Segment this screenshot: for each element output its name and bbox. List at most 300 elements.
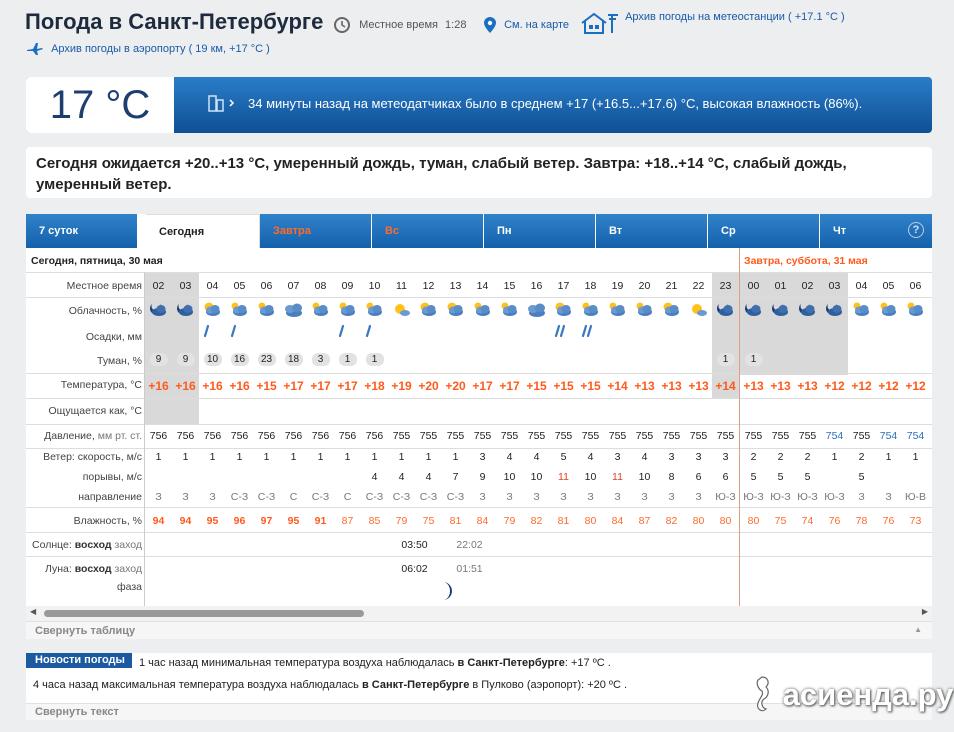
hour-cell: 06 <box>909 280 922 292</box>
news-line-1 <box>139 657 611 669</box>
row-divider <box>26 398 932 399</box>
news-line-2-value: в Пулково (аэропорт): +20 ºС . <box>472 679 628 691</box>
hour-cell: 20 <box>638 280 651 292</box>
wind-speed-cell: 2 <box>750 451 757 463</box>
wind-speed-cell: 1 <box>344 451 351 463</box>
row-label-cloud: Облачность, % <box>68 305 142 317</box>
wind-speed-cell: 3 <box>722 451 729 463</box>
fog-value: 9 <box>150 353 168 366</box>
humidity-cell: 79 <box>503 515 516 527</box>
temperature-cell: +13 <box>797 379 818 393</box>
row-divider <box>26 507 932 508</box>
cloud-icon <box>769 300 791 318</box>
current-temperature: 17 °C <box>26 77 174 133</box>
wind-direction-cell: С-З <box>419 491 438 503</box>
cloud-icon <box>336 300 358 318</box>
temperature-cell: +13 <box>634 379 655 393</box>
pressure-cell: 755 <box>635 430 654 442</box>
page-title: Погода в Санкт-Петербурге <box>25 9 324 34</box>
map-pin-icon <box>484 17 496 33</box>
wind-direction-cell: З <box>155 491 162 503</box>
pressure-cell: 756 <box>284 430 303 442</box>
fog-cell <box>740 353 767 366</box>
cloud-icon <box>904 300 926 318</box>
fog-value: 16 <box>231 353 249 366</box>
row-label-temp: Температура, °C <box>60 379 142 391</box>
pressure-cell: 755 <box>446 430 465 442</box>
fog-cell <box>172 353 199 366</box>
humidity-cell: 84 <box>611 515 624 527</box>
humidity-cell: 73 <box>909 515 922 527</box>
wind-gust-cell: 6 <box>722 471 729 483</box>
hour-cell: 06 <box>260 280 273 292</box>
pressure-cell: 756 <box>257 430 276 442</box>
pressure-cell: 756 <box>203 430 222 442</box>
fog-value: 10 <box>204 353 222 366</box>
pressure-cell: 755 <box>744 430 763 442</box>
wind-speed-cell: 3 <box>614 451 621 463</box>
news-line-1-city: в Санкт-Петербурге <box>457 657 565 669</box>
cloud-icon <box>714 300 736 318</box>
station-archive-label[interactable]: Архив погоды на метеостанции ( +17.1 °C ) <box>625 11 845 23</box>
pressure-cell: 756 <box>176 430 195 442</box>
pressure-cell: 755 <box>852 430 871 442</box>
temperature-cell: +16 <box>148 379 169 393</box>
fog-cell <box>712 353 739 366</box>
humidity-cell: 85 <box>368 515 381 527</box>
wind-speed-cell: 3 <box>668 451 675 463</box>
local-time-label: Местное время <box>359 18 438 31</box>
pressure-cell: 755 <box>554 430 573 442</box>
cloud-icon <box>471 300 493 318</box>
temperature-cell: +13 <box>688 379 709 393</box>
humidity-cell: 76 <box>828 515 841 527</box>
hour-cell: 04 <box>855 280 868 292</box>
moon-label: Луна: <box>44 563 72 575</box>
pressure-cell: 755 <box>581 430 600 442</box>
wind-direction-cell: С-З <box>257 491 276 503</box>
hour-cell: 00 <box>747 280 760 292</box>
row-divider <box>26 448 932 449</box>
cloud-icon <box>606 300 628 318</box>
wind-direction-cell: З <box>885 491 892 503</box>
fog-value: 3 <box>312 353 330 366</box>
wind-gust-cell: 9 <box>479 471 486 483</box>
day-label-today: Сегодня, пятница, 30 мая <box>31 255 163 267</box>
news-badge: Новости погоды <box>26 653 132 668</box>
collapse-table-link[interactable] <box>26 621 932 639</box>
temperature-cell: +13 <box>661 379 682 393</box>
cloud-icon <box>823 300 845 318</box>
humidity-cell: 94 <box>179 515 192 527</box>
wind-direction-cell: З <box>614 491 621 503</box>
wind-speed-cell: 1 <box>912 451 919 463</box>
temperature-cell: +17 <box>499 379 520 393</box>
humidity-cell: 79 <box>395 515 408 527</box>
cloud-icon <box>174 300 196 318</box>
wind-gust-cell: 5 <box>750 471 757 483</box>
humidity-cell: 95 <box>287 515 300 527</box>
cloud-icon <box>228 300 250 318</box>
row-label-fog: Туман, % <box>97 355 142 367</box>
wind-direction-cell: С-З <box>446 491 465 503</box>
rain-drop-icon <box>229 324 245 338</box>
cloud-icon <box>444 300 466 318</box>
temperature-cell: +19 <box>391 379 412 393</box>
pressure-cell: 754 <box>906 430 925 442</box>
row-label-direction: направление <box>78 491 142 503</box>
cloud-icon <box>796 300 818 318</box>
wind-gust-cell: 6 <box>695 471 702 483</box>
temperature-cell: +12 <box>905 379 926 393</box>
humidity-cell: 75 <box>422 515 435 527</box>
pressure-cell: 755 <box>798 430 817 442</box>
pressure-cell: 756 <box>365 430 384 442</box>
tab-tuesday[interactable]: Вт <box>596 214 708 248</box>
hour-cell: 14 <box>476 280 489 292</box>
news-line-1-value: : +17 ºС . <box>564 657 611 669</box>
wind-direction-cell: З <box>641 491 648 503</box>
fog-cell <box>145 353 172 366</box>
tab-sunday[interactable]: Вс <box>372 214 484 248</box>
humidity-cell: 75 <box>774 515 787 527</box>
fog-value: 1 <box>366 353 384 366</box>
airplane-icon <box>26 42 44 56</box>
cloud-icon <box>687 300 709 318</box>
row-label-pressure <box>26 430 142 442</box>
tab-thursday[interactable]: Чт <box>820 214 932 248</box>
wind-gust-cell: 10 <box>503 471 516 483</box>
temperature-cell: +15 <box>256 379 277 393</box>
collapse-table-label[interactable]: Свернуть таблицу <box>35 625 136 637</box>
forecast-table <box>26 248 932 606</box>
humidity-cell: 80 <box>747 515 760 527</box>
current-conditions-text: 34 минуты назад на метеодатчиках было в среднем +17 (+16.5...+17.6) °C, высокая влажность (86%). <box>248 96 863 111</box>
pressure-cell: 754 <box>825 430 844 442</box>
pressure-cell: 755 <box>716 430 735 442</box>
wind-speed-cell: 4 <box>533 451 540 463</box>
temperature-cell: +14 <box>715 379 736 393</box>
wind-speed-cell: 4 <box>506 451 513 463</box>
watermark-seahorse-icon <box>750 675 774 715</box>
cloud-icon <box>255 300 277 318</box>
fog-value: 23 <box>258 353 276 366</box>
hour-cell: 17 <box>557 280 570 292</box>
hour-cell: 01 <box>774 280 787 292</box>
fog-value: 18 <box>285 353 303 366</box>
hour-cell: 03 <box>179 280 192 292</box>
help-icon[interactable]: ? <box>908 222 924 238</box>
news-line-1-text: 1 час назад минимальная температура воздуха наблюдалась <box>139 657 455 669</box>
temperature-cell: +13 <box>743 379 764 393</box>
fog-value: 1 <box>745 353 763 366</box>
wind-direction-cell: Ю-З <box>770 491 791 503</box>
wind-direction-cell: З <box>858 491 865 503</box>
hour-cell: 05 <box>882 280 895 292</box>
hour-cell: 04 <box>206 280 219 292</box>
wind-gust-cell: 10 <box>530 471 543 483</box>
humidity-cell: 76 <box>882 515 895 527</box>
wind-gust-cell: 4 <box>425 471 432 483</box>
pressure-cell: 755 <box>527 430 546 442</box>
wind-direction-cell: С-З <box>230 491 249 503</box>
wind-direction-cell: З <box>209 491 216 503</box>
fog-cell <box>280 353 307 366</box>
day-label-tomorrow: Завтра, суббота, 31 мая <box>744 255 868 267</box>
airport-archive-label[interactable]: Архив погоды в аэропорту ( 19 км, +17 °C ) <box>51 42 270 55</box>
temperature-cell: +17 <box>310 379 331 393</box>
wind-gust-cell: 7 <box>452 471 459 483</box>
cloud-icon <box>633 300 655 318</box>
sun-label: Солнце: <box>32 539 72 551</box>
tab-wednesday[interactable]: Ср <box>708 214 820 248</box>
cloud-icon <box>498 300 520 318</box>
wind-speed-cell: 4 <box>587 451 594 463</box>
hour-cell: 22 <box>692 280 705 292</box>
cloud-icon <box>201 300 223 318</box>
news-line-2 <box>33 679 627 691</box>
wind-direction-cell: З <box>182 491 189 503</box>
cloud-icon <box>363 300 385 318</box>
wind-speed-cell: 1 <box>209 451 216 463</box>
clock-icon <box>334 17 350 33</box>
watermark-text: асиенда.ру <box>782 677 954 712</box>
collapse-text-label[interactable]: Свернуть текст <box>35 706 119 718</box>
row-label-precip: Осадки, мм <box>85 331 142 343</box>
humidity-cell: 96 <box>233 515 246 527</box>
fog-cell <box>334 353 361 366</box>
wind-gust-cell: 10 <box>584 471 597 483</box>
wind-speed-cell: 1 <box>398 451 405 463</box>
cloud-icon <box>579 300 601 318</box>
wind-speed-cell: 2 <box>777 451 784 463</box>
rain-drop-icon <box>580 324 596 338</box>
humidity-cell: 80 <box>719 515 732 527</box>
forecast-tabs <box>26 214 932 248</box>
humidity-cell: 97 <box>260 515 273 527</box>
wind-speed-cell: 1 <box>371 451 378 463</box>
scroll-right-icon[interactable]: ▶ <box>921 607 928 616</box>
rain-drop-icon <box>202 324 218 338</box>
wind-speed-cell: 1 <box>182 451 189 463</box>
temperature-cell: +15 <box>580 379 601 393</box>
hour-cell: 10 <box>368 280 381 292</box>
wind-gust-cell: 10 <box>638 471 651 483</box>
temperature-cell: +20 <box>445 379 466 393</box>
night-column-shade <box>172 399 199 424</box>
sunrise-time: 03:50 <box>401 539 428 551</box>
humidity-cell: 94 <box>152 515 165 527</box>
wind-speed-cell: 1 <box>885 451 892 463</box>
rain-drop-icon <box>337 324 353 338</box>
temperature-cell: +16 <box>175 379 196 393</box>
wind-direction-cell: Ю-З <box>715 491 736 503</box>
wind-gust-cell: 4 <box>371 471 378 483</box>
temperature-cell: +18 <box>364 379 385 393</box>
temperature-cell: +17 <box>337 379 358 393</box>
fog-cell <box>226 353 253 366</box>
temperature-cell: +17 <box>472 379 493 393</box>
pressure-cell: 756 <box>311 430 330 442</box>
collapse-up-icon[interactable]: ▲ <box>914 625 922 634</box>
tab-7-days[interactable]: 7 суток <box>26 214 138 248</box>
humidity-cell: 95 <box>206 515 219 527</box>
row-divider <box>26 532 932 533</box>
wind-direction-cell: Ю-З <box>797 491 818 503</box>
airport-archive-link[interactable] <box>26 42 270 56</box>
cloud-icon <box>552 300 574 318</box>
wind-speed-cell: 1 <box>452 451 459 463</box>
cloud-icon <box>850 300 872 318</box>
temperature-cell: +12 <box>851 379 872 393</box>
pressure-cell: 755 <box>689 430 708 442</box>
wind-speed-cell: 2 <box>858 451 865 463</box>
humidity-cell: 81 <box>557 515 570 527</box>
row-label-phase: фаза <box>116 581 142 593</box>
wind-speed-cell: 2 <box>804 451 811 463</box>
temperature-cell: +12 <box>878 379 899 393</box>
hour-cell: 02 <box>152 280 165 292</box>
tab-tomorrow[interactable]: Завтра <box>260 214 372 248</box>
temperature-cell: +15 <box>553 379 574 393</box>
wind-direction-cell: Ю-В <box>904 491 927 503</box>
row-label-time: Местное время <box>66 280 142 292</box>
station-archive-link[interactable] <box>580 11 845 35</box>
temperature-cell: +15 <box>526 379 547 393</box>
cloud-icon <box>282 300 304 318</box>
hour-cell: 07 <box>287 280 300 292</box>
cloud-icon <box>147 300 169 318</box>
watermark <box>750 675 953 715</box>
pressure-cell: 755 <box>473 430 492 442</box>
hour-cell: 15 <box>503 280 516 292</box>
fog-cell <box>253 353 280 366</box>
row-label-wind: Ветер: скорость, м/с <box>43 451 142 463</box>
wind-gust-cell: 8 <box>668 471 675 483</box>
pressure-cell: 755 <box>662 430 681 442</box>
wind-gust-cell: 5 <box>858 471 865 483</box>
cloud-icon <box>742 300 764 318</box>
humidity-cell: 87 <box>341 515 354 527</box>
rain-drop-icon <box>553 324 569 338</box>
humidity-cell: 84 <box>476 515 489 527</box>
row-label-sun <box>26 539 142 551</box>
wind-gust-cell: 5 <box>804 471 811 483</box>
pressure-cell: 756 <box>230 430 249 442</box>
map-link[interactable] <box>484 17 569 33</box>
wind-direction-cell: С-З <box>311 491 330 503</box>
wind-speed-cell: 3 <box>479 451 486 463</box>
cloud-icon <box>390 300 412 318</box>
wind-direction-cell: З <box>668 491 675 503</box>
cloud-icon <box>877 300 899 318</box>
wind-speed-cell: 1 <box>155 451 162 463</box>
weather-station-icon <box>580 11 622 35</box>
tab-monday[interactable]: Пн <box>484 214 596 248</box>
pressure-cell: 756 <box>149 430 168 442</box>
map-link-label[interactable]: См. на карте <box>504 18 570 31</box>
wind-speed-cell: 5 <box>560 451 567 463</box>
hour-cell: 08 <box>314 280 327 292</box>
hour-cell: 21 <box>665 280 678 292</box>
hour-cell: 13 <box>449 280 462 292</box>
pressure-cell: 754 <box>879 430 898 442</box>
building-sensor-icon <box>208 94 238 112</box>
temperature-cell: +14 <box>607 379 628 393</box>
row-divider <box>26 556 932 557</box>
night-column-shade <box>145 399 172 424</box>
local-time <box>334 17 466 33</box>
fog-cell <box>361 353 388 366</box>
wind-speed-cell: 1 <box>236 451 243 463</box>
wind-gust-cell: 11 <box>558 471 569 483</box>
news-line-2-text: 4 часа назад максимальная температура воздуха наблюдалась <box>33 679 359 691</box>
humidity-cell: 78 <box>855 515 868 527</box>
cloud-icon <box>660 300 682 318</box>
temperature-cell: +16 <box>202 379 223 393</box>
fog-value: 1 <box>339 353 357 366</box>
hour-cell: 02 <box>801 280 814 292</box>
hour-cell: 23 <box>719 280 732 292</box>
wind-speed-cell: 1 <box>425 451 432 463</box>
temperature-cell: +20 <box>418 379 439 393</box>
humidity-cell: 81 <box>449 515 462 527</box>
fog-cell <box>307 353 334 366</box>
wind-direction-cell: Ю-З <box>743 491 764 503</box>
humidity-cell: 82 <box>665 515 678 527</box>
wind-speed-cell: 1 <box>263 451 270 463</box>
table-scrollbar[interactable] <box>26 606 932 621</box>
pressure-cell: 755 <box>392 430 411 442</box>
moonrise-time: 06:02 <box>401 563 428 575</box>
hour-cell: 18 <box>584 280 597 292</box>
humidity-cell: 91 <box>314 515 327 527</box>
temperature-cell: +16 <box>229 379 250 393</box>
cloud-icon <box>525 300 547 318</box>
scroll-left-icon[interactable]: ◀ <box>30 607 37 616</box>
humidity-cell: 80 <box>584 515 597 527</box>
humidity-cell: 74 <box>801 515 814 527</box>
wind-speed-cell: 1 <box>290 451 297 463</box>
row-divider <box>26 297 932 298</box>
local-time-value: 1:28 <box>445 18 467 31</box>
hour-cell: 09 <box>341 280 354 292</box>
moon-phase-icon <box>437 581 453 601</box>
wind-gust-cell: 11 <box>612 471 623 483</box>
wind-gust-cell: 5 <box>777 471 784 483</box>
pressure-cell: 755 <box>771 430 790 442</box>
temperature-cell: +12 <box>824 379 845 393</box>
temperature-cell: +13 <box>770 379 791 393</box>
forecast-summary: Сегодня ожидается +20..+13 °C, умеренный дождь, туман, слабый ветер. Завтра: +18..+14 °C, слабый дождь, умеренный ветер. <box>26 147 932 198</box>
humidity-cell: 80 <box>692 515 705 527</box>
hour-cell: 05 <box>233 280 246 292</box>
scrollbar-thumb[interactable] <box>44 610 364 617</box>
sunrise-label: восход <box>74 539 112 551</box>
news-line-2-city: в Санкт-Петербурге <box>361 679 470 691</box>
current-conditions-bar <box>26 77 932 133</box>
row-label-humidity: Влажность, % <box>73 515 142 527</box>
tab-today[interactable]: Сегодня <box>146 214 260 248</box>
row-divider <box>26 272 932 273</box>
pressure-cell: 756 <box>338 430 357 442</box>
wind-speed-cell: 1 <box>317 451 324 463</box>
fog-value: 9 <box>177 353 195 366</box>
row-label-moon <box>26 563 142 575</box>
wind-speed-cell: 4 <box>641 451 648 463</box>
wind-direction-cell: С <box>343 491 352 503</box>
pressure-cell: 755 <box>419 430 438 442</box>
